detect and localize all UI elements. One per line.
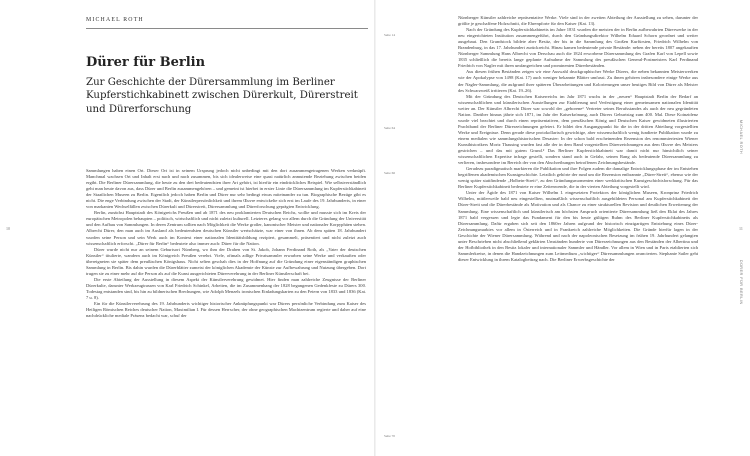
author-name: MICHAEL ROTH [86, 17, 144, 23]
paragraph: Mit der Gründung des Deutschen Kaiserreichs im Jahr 1871 wuchs in der „neuen“ Hauptstadt Berlin der Bedarf an wissenschaftlichen und künstlerischen Ausstellungen zur Etablierung und Verfestigung einer gemeinsamen nationalen Identität weiter an. Der Künstler Albrecht Dürer war sowohl der „geborene“ Vertreter seines Berufsstandes als auch der neu gegründeten Nation. Darüber hinaus jährte sich 1871, im Jahr der Kaiserkrönung, auch Dürers Geburtstag zum 400. Mal. Diese Koinzidenz wurde viel beachtet und durch einen repräsentativen, dem preußischen König und Deutschen Kaiser gewidmeten illustrierten Prachtband der Berliner Dürerzeichnungen gefeiert. Er bildet den Ausgangspunkt für die in der dritten Abteilung vorgestellten Werke und Ereignisse. Denn gerade diese protokollarisch gewichtige, aber wissenschaftlich wenig fundierte Publikation wurde zu einem medialen wie sammlungshistorischen Desaster: In der schon bald erscheinenden Rezension des renommiertesten Wiener Kunsthistorikers Moriz Thausing wurden fast alle der in dem Band vorgestellten Dürerzeichnungen aus dem Œuvre des Meisters gestrichen – und das mit gutem Grund.² Das Berliner Kupferstichkabinett war damit nicht nur hinsichtlich seiner wissenschaftlichen Expertise infrage gestellt, sondern stand auch in Gefahr, seinen Rang als bedeutende Dürersammlung zu verlieren, insbesondere im Bereich der von den Abschreibungen betroffenen Zeichnungsbestände. [458, 93, 698, 166]
paragraph: Dürer wurde nicht nur an seinem Geburtsort Nürnberg, wo ihm der Drahen von St. Jakob, Johann Ferdinand Roth, als „Vater der deutschen Künstler“ titulierte, wandern auch im Königreich Preußen verehrt. Viele, oftmals adlige Privatsammler erwarben seine Werke und verkauften oder übereigneten sie später dem preußischen Königshaus. Nicht selten geschah dies in der Hoffnung auf die Gründung einer eigenständigen graphischen Sammlung in Berlin. Bis dahin wurden die Dürerblätter zumeist der königlichen Akademie der Künste zur Aufbewahrung und Nutzung übergeben. Dort trugen sie zu einer mehr auf die Person als auf die Kunst ausgerichteten Dürerverehrung in der Berliner Künstlerschaft bei. [86, 246, 366, 276]
running-head-author: MICHAEL ROTH [739, 120, 743, 155]
paragraph: Sammlungen haben einen Ort. Dieser Ort ist in seinem Ursprung jedoch nicht unbedingt mit den dort zusammengetragenen Werken verknüpft. Manchmal wachsen Ort und Inhalt erst nach und nach zusammen, bis sich idealerweise eine quasi natürlich anmutende Beziehung zwischen beiden ergibt. Die Berliner Dürersammlung, die heute zu den drei bedeutendsten ihrer Art gehört, ist hierfür ein eindrückliches Beispiel. Wie selbstverständlich geht man heute davon aus, dass Dürer und Berlin zusammengehören – und gemeint ist hierbei in erster Linie die Dürersammlung im Kupferstichkabinett der Staatlichen Museen zu Berlin. Eigentlich jedoch haben Berlin und Dürer nur sehr bedingt etwas miteinander zu tun. Biographische Bezüge gibt es nicht. Die enge Verbindung zwischen der Stadt, der Künstlerpersönlichkeit und ihrem Œuvre entwickelte sich erst im Laufe des 19. Jahrhunderts, in einer von markanten Wechselfällen zwischen Dürerkult und Dürerstreit, Dürersammlung und Dürerforschung geprägten Entwicklung. [86, 168, 366, 210]
paragraph: Die erste Abteilung der Ausstellung in diesem Aspekt der Künstlerverehrung gewidmet. Hier finden man zahlreiche Zeugnisse der Berliner Dürerkulte, darunter Werkzeugtrassen von Karl Friedrich Schinkel, Arbeiten, die im Zusammenhang der 1828 begangenen Gedenkfeste zu Dürers 300. Todestag entstanden sind, bis hin zu bildnerischen Brechungen, wie Adolph Menzels ironischen Einladungskarten zu den Feiern von 1833 und 1836 (Kat. 7 u. 8). [86, 276, 366, 300]
running-head-title: DÜRER FÜR BERLIN [739, 260, 743, 305]
margin-note: Seite 64 [384, 126, 396, 130]
margin-note: Seite 66 [384, 171, 396, 175]
paragraph: Unter der Ägide des 1871 von Kaiser Wilhelm I. eingesetzten Protektors der königlichen Museen, Kronprinz Friedrich Wilhelm, mittlerweile bald neu eingestellten, mutmaßlich wissenschaftlich ausgebildeten Personal am Kupferstichkabinett der Dürer-Streit und die Dürerbestände als Motivation und als Chance zu einer strukturellen Revision und deutlichen Erweiterung der Sammlung. Eine wissenschaftlich und künstlerisch am höchsten Anspruch orientierte Dürersammlung ließ den Eklat des Jahres 1871 bald vergessen und legte das Fundament für den bis heute gültigen Ruhm des Berliner Kupferstichkabinetts als Dürersammlung. Dafür ergaben sich seit den 1860er Jahren aufgrund der historisch einzigartigen Entstehung eines Dürer-Zeichnungsmarktes vor allem in Österreich und in Frankreich zahlreiche Möglichkeiten. Die Gründe hierfür lagen in der Geschichte der Wiener Dürersammlung. Während und nach der napoleonischen Besetzung im frühen 19. Jahrhundert gelangten unter Beschrieben nicht abschließend geklärten Umständen hunderte von Dürerzeichnungen aus den Beständen der Albertina und der Hofbibliothek in den Besitz lokaler und internationaler Sammler und Händler. Vor allem in Wien und in Paris etablierten sich Sammlerkreise, in denen die Handzeichnungen zum Leitmedium „wichtiger“ Dürersammlungen avancierten. Stephanie Sailer geht dieser Entwicklung in ihrem Katalogbeitrag nach. Die Berliner Erwerbsgeschichte der [458, 190, 698, 262]
paragraph: Berlin, zunächst Hauptstadt des Königreichs Preußen und ab 1871 des neu proklamierten Deutschen Reichs, wollte und musste sich im Kreis der europäischen Metropolen behaupten – politisch, wirtschaftlich und nicht zuletzt kulturell. Letzteres gelang vor allem durch die Gründung der Universität und den Aufbau von Sammlungen. In deren Zentrum sollten nach Möglichkeit die Werke großer, kanonischer Meister und nationaler Korpyphäen stehen. Albrecht Dürer, den man auch im Ausland als bedeutendsten deutschen Künstler wertschätzte, war einer von ihnen. Ab dem späten 18. Jahrhundert wurden seine Person und sein Werk auch im Kontext einer nationalen Identitätsbildung rezipiert, gesammelt, präsentiert und nicht zuletzt auch wissenschaftlich erforscht. „Dürer für Berlin“ bedeutete also immer auch: Dürer für die Nation. [86, 210, 366, 246]
paragraph: Ein für die Künstlerverehrung des 19. Jahrhunderts wichtiger historischer Anknüpfungspunkt war Dürers persönliche Verbindung zum Kaiser des Heiligen Römischen Reiches deutscher Nation, Maximilian I. Für dessen Herrscher, der ohne geographischen Machtzentrum regierte und daher auf eine nachdrückliche mediale Präsenz bedacht war, schuf der [86, 301, 366, 319]
page-number-left: 10 [6, 226, 10, 231]
paragraph: Aus diesen frühen Beständen zeigen wir eine Auswahl druckgraphischer Werke Dürers, die neben bekannten Meisterwerken wie der Apokalypse von 1498 (Kat. 17) auch weniger bekannte Blätter umfasst. Zu ihnen gehören insbesondere einige Werke aus der Nagler-Sammlung, die aufgrund ihrer späteren Überarbeitungen und Kolorierungen unser heutiges Bild von Dürer als Meister des Schwarzweiß irritieren (Kat. 19–26). [458, 69, 698, 93]
header-rule [86, 28, 368, 29]
paragraph: Nürnberger Künstler zahlreiche repräsentative Werke. Viele sind in der zweiten Abteilung der Ausstellung zu sehen, darunter der größte je geschaffene Holzschnitt, die Ehrenpforte für den Kaiser (Kat. 13). [458, 15, 698, 27]
margin-note: Seite 70 [384, 434, 396, 438]
left-body-text [86, 168, 366, 319]
page-number-right: 11 [739, 226, 743, 231]
margin-note: Seite 14 [384, 33, 396, 37]
paragraph: Geradezu paradigmatisch markieren die Publikation und ihre Folgen zudem die damalige Entwicklungsphase der im Entstehen begriffenen akademischen Kunstgeschichte. Letztlich gehörte der rund um die Rezension entbrannte „Dürer-Streit“, ebenso wie der wenig später stattfindende „Holbein-Streit“, zu den Gründungsmomenten einer werkkritischen Kunstgeschichtsforschung. Für das Berliner Kupferstichkabinett bedeutete er eine Zeitenwende, die in der vierten Abteilung vorgestellt wird. [458, 166, 698, 190]
paragraph: Nach der Gründung des Kupferstichkabinetts im Jahre 1831 wurden die meisten der in Berlin aufbewahrten Dürerwerke in der neu eingerichteten Institution zusammengeführt, durch den Gründungsdirektor Wilhelm Eduard Schorn geordnet und weiter ausgebaut. Den Grundstock bildete aber Besitz, der bis in die Sammlung des Großen Kurfürsten, Friedrich Wilhelm von Brandenburg, in das 17. Jahrhundert zurückreicht. Hinzu kamen bedeutende private Bestände: neben der bereits 1807 angekauften Nürnberger Sammlung Hans Albrecht von Derschau auch die 1824 erworbene Dürersammlung des Grafen Karl von Lepell sowie 1835 schließlich die bereits lange geplante Aufnahme der Sammlung des preußischen General-Postmeisters Karl Ferdinand Friedrich von Nagler mit ihren umfangreichen und prominenten Dürerbeständen. [458, 27, 698, 69]
page-gutter [374, 0, 376, 456]
right-body-text [458, 15, 698, 263]
article-title: Dürer für Berlin [86, 55, 206, 70]
article-subtitle: Zur Geschichte der Dürersammlung im Berliner Kupferstichkabinett zwischen Dürerkult, Dürerstreit und Dürerforschung [86, 77, 358, 115]
